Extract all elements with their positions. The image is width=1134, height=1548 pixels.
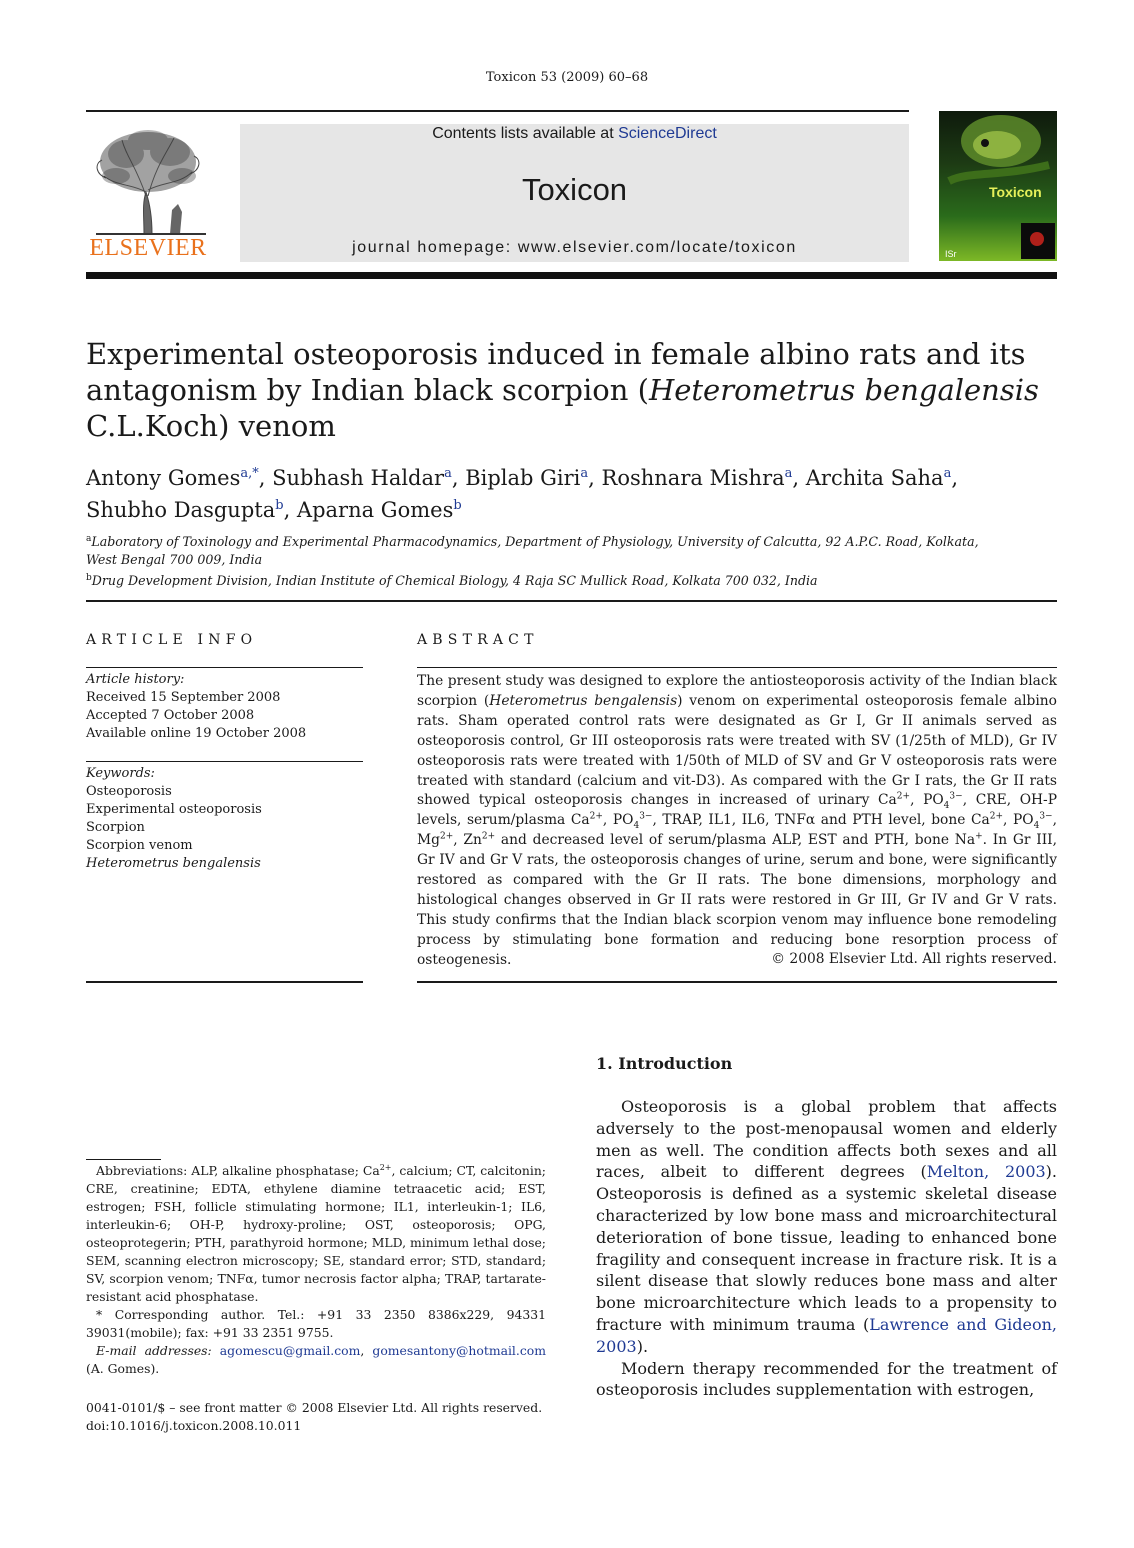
header-thick-rule (86, 272, 1057, 279)
keywords (86, 765, 363, 873)
author-name[interactable]: Roshnara Mishra (601, 466, 785, 490)
journal-banner (240, 124, 909, 262)
abstract-rule (417, 981, 1057, 983)
cover-imprint-mark: ISr (945, 249, 957, 259)
affiliation-text: Drug Development Division, Indian Institute of Chemical Biology, 4 Raja SC Mullick Road, Kolkata 700 032, India (91, 573, 818, 589)
abstract-rule (417, 667, 1057, 668)
author-name[interactable]: Antony Gomes (86, 466, 241, 490)
affiliation-text: Laboratory of Toxinology and Experimental Pharmacodynamics, Department of Physiology, University of Calcutta, 92 A.P.C. Road, Kolkata, (91, 534, 979, 550)
affiliation-b (86, 569, 1057, 590)
article-info-rule (86, 761, 363, 762)
intro-text: ). Osteoporosis is defined as a systemic skeletal disease characterized by low bone mass and microarchitectural deterioration of bone tissue, leading to enhanced bone fragility and consequent increase in fracture risk. It is a silent disease that slowly reduces bone mass and alter bone microarchitecture which leads to a propensity to fracture with minimum trauma ( (596, 1162, 1057, 1334)
intro-paragraph: Modern therapy recommended for the treatment of osteoporosis includes supplementation with estrogen, (596, 1358, 1057, 1400)
citation-link[interactable]: Lawrence and Gideon, 2003 (596, 1314, 1057, 1356)
abstract-body: The present study was designed to explore the antiosteoporosis activity of the Indian black scorpion (Heterometrus bengalensis) venom on experimental osteoporosis female albino rats. Sham operated control rats were designated as Gr I, Gr II animals served as osteoporosis control, Gr III osteoporosis rats were treated with SV (1/25th of MLD), Gr IV osteoporosis rats were treated with 1/50th of MLD of SV and Gr V osteoporosis rats were treated with standard (calcium and vit-D3). As compared with the Gr I rats, the Gr II rats showed typical osteoporosis changes in increased of urinary $Ca^{2+}$, $PO_4^{3-}$, CRE, OH-P levels, serum/plasma $Ca^{2+}$, $PO_4^{3-}$, TRAP, IL1, IL6, TNFα and PTH level, bone $Ca^{2+}$, $PO_4^{3-}$, $Mg^{2+}$, $Zn^{2+}$ and decreased level of serum/plasma ALP, EST and PTH, bone Na+. In Gr III, Gr IV and Gr V rats, the osteoporosis changes of urine, serum and bone, were significantly restored as compared with the Gr II rats. The bone dimensions, morphology and histological changes observed in Gr II rats were restored in Gr III, Gr IV and Gr V rats. This study confirms that the Indian black scorpion venom may influence bone remodeling process by stimulating bone formation and reducing bone resorption process of osteogenesis. (417, 673, 1058, 968)
keyword: Heterometrus bengalensis (86, 856, 261, 871)
cover-title: Toxicon (989, 184, 1042, 200)
top-rule (86, 110, 909, 112)
author-affiliation-mark[interactable]: b (275, 498, 284, 513)
author-name[interactable]: Archita Saha (805, 466, 944, 490)
abstract-copyright: © 2008 Elsevier Ltd. All rights reserved. (771, 951, 1057, 967)
contents-prefix: Contents lists available at (432, 125, 619, 142)
doi-line[interactable]: doi:10.1016/j.toxicon.2008.10.011 (86, 1418, 302, 1433)
article-info-rule (86, 981, 363, 983)
affiliation-mark: a (86, 534, 92, 544)
history-accepted: Accepted 7 October 2008 (86, 708, 255, 723)
article-history (86, 671, 363, 743)
section-rule (86, 600, 1057, 602)
intro-text: Osteoporosis is a global problem that affects adversely to the post-menopausal women and elderly men as well. The condition affects both sexes and all races, albeit to different degrees ( (596, 1097, 1057, 1182)
affiliation-a (86, 530, 1057, 569)
corresponding-footnote: * Corresponding author. Tel.: +91 33 2350 8386x229, 94331 39031(mobile); fax: +91 33 2351 9755. (86, 1307, 546, 1340)
email-link[interactable]: agomescu@gmail.com (219, 1343, 361, 1358)
title-species: Heterometrus bengalensis (648, 373, 1039, 407)
keywords-label: Keywords: (86, 766, 155, 781)
author-affiliation-mark[interactable]: a (444, 466, 452, 481)
journal-cover[interactable] (939, 111, 1057, 261)
issn-line: 0041-0101/$ – see front matter © 2008 Elsevier Ltd. All rights reserved. (86, 1400, 543, 1415)
abbreviations-footnote: Abbreviations: ALP, alkaline phosphatase; $Ca^{2+}$, calcium; CT, calcitonin; CRE, creatinine; EDTA, ethylene diamine tetraacetic acid; EST, estrogen; FSH, follicle stimulating hormone; IL1, interleukin-1; IL6, interleukin-6; OH-P, hydroxy-proline; OST, osteoporosis; OPG, osteoprotegerin; PTH, parathyroid hormone; MLD, minimum lethal dose; SEM, scanning electron microscopy; SE, standard error; STD, standard; SV, scorpion venom; TNFα, tumor necrosis factor alpha; TRAP, tartarate-resistant acid phosphatase. (86, 1162, 546, 1304)
article-info-rule (86, 667, 363, 668)
email-footnote: E-mail addresses: agomescu@gmail.com, gomesantony@hotmail.com (A. Gomes). (86, 1343, 546, 1376)
title-line-1: Experimental osteoporosis induced in female albino rats and its (86, 337, 1026, 371)
author-name[interactable]: Shubho Dasgupta (86, 498, 276, 522)
author-affiliation-mark[interactable]: a (784, 466, 793, 481)
author-affiliation-mark[interactable]: a (943, 466, 952, 481)
journal-homepage[interactable]: journal homepage: www.elsevier.com/locate/toxicon (352, 239, 797, 256)
running-head: Toxicon 53 (2009) 60–68 (485, 70, 649, 85)
history-label: Article history: (86, 672, 185, 687)
history-received: Received 15 September 2008 (86, 690, 281, 705)
history-online: Available online 19 October 2008 (86, 726, 307, 741)
keyword: Osteoporosis (86, 784, 172, 799)
elsevier-wordmark: ELSEVIER (89, 235, 207, 261)
contents-line (240, 124, 909, 144)
front-matter-notice (86, 1399, 556, 1435)
elsevier-tree-icon (86, 126, 210, 236)
article-info-heading: ARTICLE INFO (86, 632, 258, 648)
affiliation-text: West Bengal 700 009, India (86, 552, 263, 568)
author-affiliation-mark[interactable]: a,* (240, 466, 259, 481)
intro-paragraph (596, 1096, 1057, 1358)
email-label: E-mail addresses: (96, 1343, 212, 1358)
title-line-3: C.L.Koch) venom (86, 409, 336, 443)
title-line-2: antagonism by Indian black scorpion ( (86, 373, 649, 407)
footnote-rule (86, 1159, 161, 1160)
author-affiliation-mark[interactable]: a (580, 466, 589, 481)
introduction-body (596, 1096, 1057, 1401)
journal-name: Toxicon (521, 172, 628, 207)
citation-link[interactable]: Melton, 2003 (926, 1162, 1046, 1182)
sciencedirect-link[interactable]: ScienceDirect (618, 125, 717, 142)
author-list: Antony Gomes$^{a,*}$, Subhash Haldar$^a$, Biplab Giri$^a$, Roshnara Mishra$^a$, Archita Saha$^a$, Shubho Dasgupta$^b$, Aparna Gomes$^b$ (86, 466, 959, 522)
author-affiliation-mark[interactable]: b (453, 498, 462, 513)
keyword: Scorpion venom (86, 838, 193, 853)
elsevier-logo[interactable] (86, 126, 210, 262)
section-heading-introduction: 1. Introduction (596, 1054, 733, 1073)
author-name[interactable]: Biplab Giri (465, 466, 581, 490)
email-tail: (A. Gomes). (86, 1361, 160, 1376)
author-name[interactable]: Aparna Gomes (296, 498, 454, 522)
keyword: Scorpion (86, 820, 145, 835)
footnotes (86, 1162, 546, 1378)
article-title (86, 336, 1057, 444)
email-link[interactable]: gomesantony@hotmail.com (372, 1343, 546, 1358)
abstract-heading: ABSTRACT (417, 632, 539, 648)
affiliations (86, 530, 1057, 590)
affiliation-mark: b (86, 573, 92, 584)
keyword: Experimental osteoporosis (86, 802, 262, 817)
intro-text: ). (636, 1336, 649, 1356)
author-name[interactable]: Subhash Haldar (272, 466, 445, 490)
